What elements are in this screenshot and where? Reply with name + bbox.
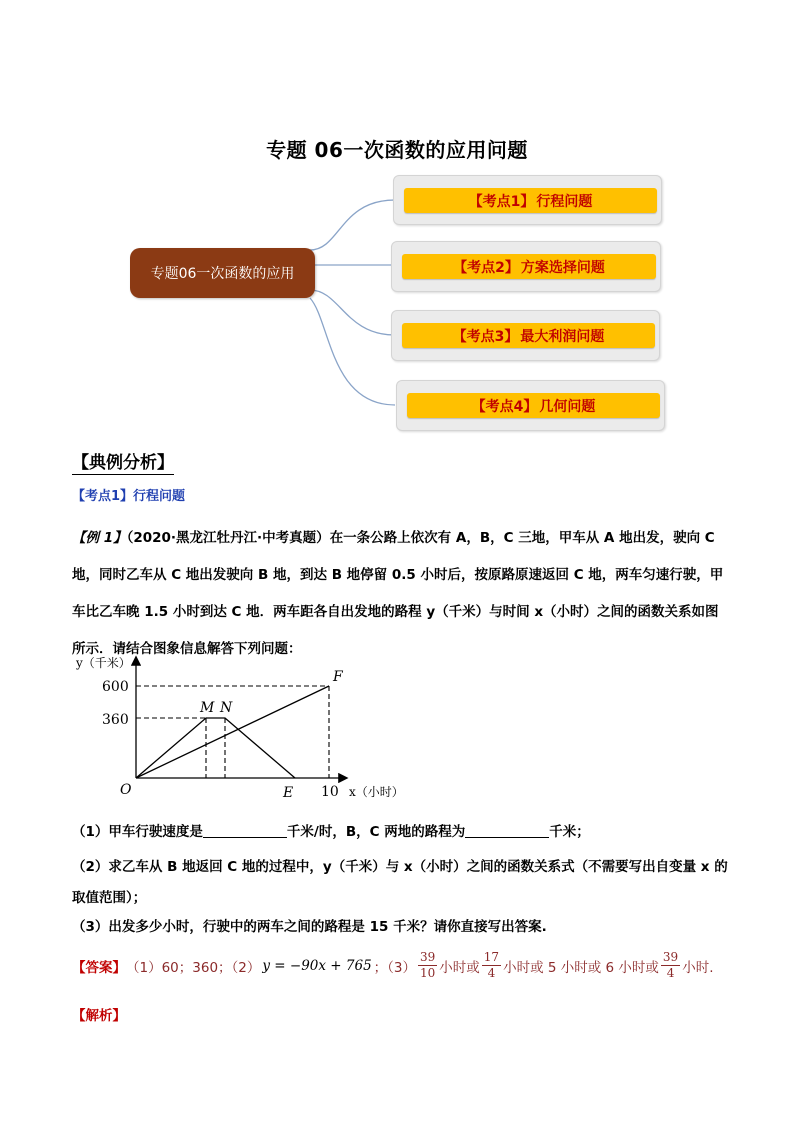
example-source: （2020·黑龙江牡丹江·中考真题） [126, 530, 330, 546]
answer-blank-speed[interactable] [203, 823, 287, 838]
connector-3 [310, 290, 395, 335]
y-tick-600: 600 [102, 679, 129, 695]
q1-text-c: 千米； [549, 824, 590, 840]
mindmap-branch-2 [391, 241, 661, 292]
answer-part1: （1）60；360；（2） [126, 959, 261, 976]
connector-4 [310, 298, 395, 405]
branch-tag: 【考点1】 [468, 193, 535, 210]
answer-tag: 【答案】 [72, 959, 126, 976]
fraction-2: $\frac{17}{4}$ [483, 950, 500, 980]
example-text: 在一条公路上依次有 A，B，C 三地，甲车从 A 地出发，驶向 C 地，同时乙车从 C 地出发驶向 B 地，到达 B 地停留 0.5 小时后，按原路原速返回 C 地，两车匀速行驶，甲车比乙车晚 1.5 小时到达 C 地．两车距各自出发地的路程 y（千米）与时间 x（小时）之间的函数关系如图所示．请结合图象信息解答下列问题： [72, 530, 724, 657]
point-m-label: M [200, 700, 215, 716]
mindmap-branch-3 [391, 310, 660, 361]
branch-label: 行程问题 [536, 193, 593, 210]
line-car-a [136, 686, 329, 778]
answer-blank-distance[interactable] [465, 823, 549, 838]
answer-part3: ；（3） [373, 959, 417, 976]
x-tick-10: 10 [321, 784, 339, 800]
q1-text-a: （1）甲车行驶速度是 [72, 824, 203, 840]
answer-mid: 小时或 5 小时或 6 小时或 [503, 959, 659, 976]
example-tag: 【例 1】 [72, 530, 127, 546]
line-car-b [136, 718, 295, 778]
mindmap-branch-4 [396, 380, 665, 431]
branch-label: 方案选择问题 [520, 259, 605, 276]
point-e-label: E [283, 785, 294, 801]
branch-tag: 【考点3】 [452, 328, 519, 345]
answer-formula: y = −90x + 765 [262, 957, 372, 974]
question-3: （3）出发多少小时，行驶中的两车之间的路程是 15 千米？请你直接写出答案. [72, 919, 547, 935]
mindmap-center-node: 专题06一次函数的应用 [130, 248, 315, 298]
answer-end: 小时. [682, 959, 714, 976]
branch-label: 几何问题 [539, 398, 596, 415]
page-title: 专题 06一次函数的应用问题 [266, 138, 528, 162]
analysis-tag: 【解析】 [72, 1008, 126, 1024]
y-tick-360: 360 [102, 712, 129, 728]
kaodian-label: 【考点1】行程问题 [72, 489, 186, 504]
answer-line [72, 950, 714, 981]
function-graph [70, 650, 420, 810]
section-heading: 【典例分析】 [72, 448, 174, 475]
branch-tag: 【考点2】 [453, 259, 519, 276]
fraction-3: $\frac{39}{4}$ [662, 950, 679, 980]
x-axis-label: x（小时） [349, 785, 404, 799]
question-2: （2）求乙车从 B 地返回 C 地的过程中，y（千米）与 x（小时）之间的函数关系式（不需要写出自变量 x 的取值范围）； [72, 859, 728, 906]
fraction-1: $\frac{39}{10}$ [420, 950, 436, 980]
origin-label: O [120, 782, 132, 798]
branch-tag: 【考点4】 [471, 398, 538, 415]
mindmap-branch-1 [393, 175, 662, 225]
answer-sep1: 小时或 [439, 959, 480, 976]
q1-text-b: 千米/时，B，C 两地的路程为 [286, 824, 466, 840]
connector-1 [310, 200, 395, 250]
y-axis-label: y（千米） [76, 656, 131, 670]
branch-label: 最大利润问题 [520, 328, 605, 345]
point-f-label: F [333, 669, 343, 685]
question-1 [72, 820, 732, 840]
point-n-label: N [220, 700, 233, 716]
example-problem [72, 520, 724, 668]
